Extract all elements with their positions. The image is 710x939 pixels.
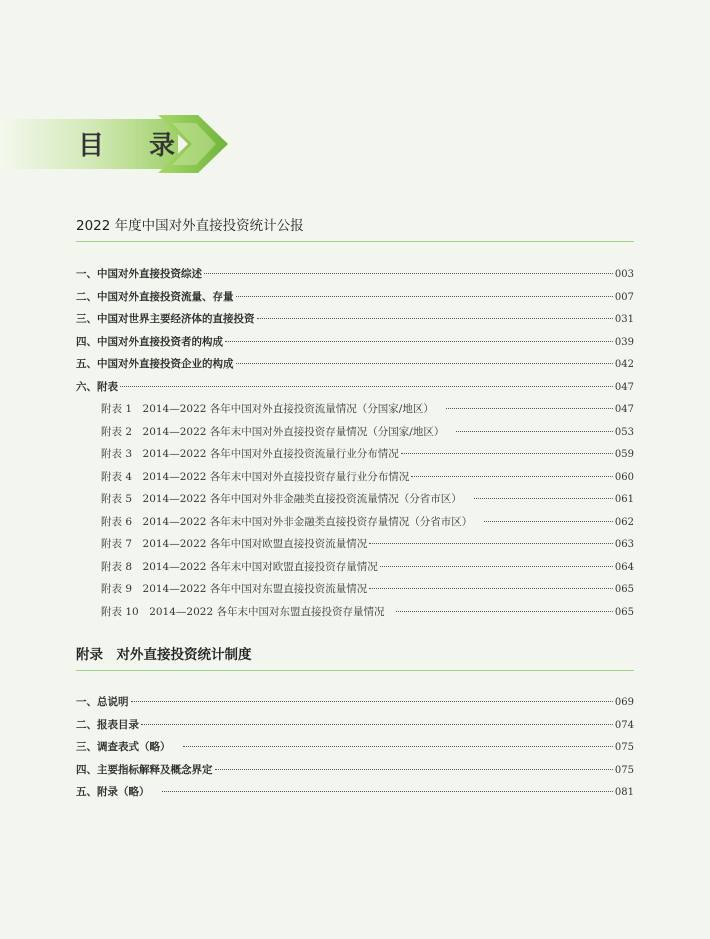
toc-entry[interactable] [76,781,634,804]
toc-entry-page: 039 [614,336,634,348]
toc-subentry-label: 附表 4 2014—2022 各年末中国对外直接投资存量行业分布情况 [101,470,410,483]
toc-subentry-label: 附表 2 2014—2022 各年末中国对外直接投资存量情况（分国家/地区） [101,425,445,438]
toc-entry[interactable] [76,691,634,714]
toc-subentry-label: 附表 1 2014—2022 各年中国对外直接投资流量情况（分国家/地区） [101,403,434,415]
toc-header-banner [0,113,230,175]
toc-subentry[interactable] [76,556,634,579]
toc-entry-label: 五、中国对外直接投资企业的构成 [76,358,234,370]
dot-leader [141,724,613,725]
toc-entry-label: 四、中国对外直接投资者的构成 [76,335,223,348]
toc-subentry-page: 060 [614,471,634,483]
toc-subentry[interactable] [76,466,634,489]
toc-entry-label: 一、总说明 [76,696,129,708]
toc-subentry-page: 053 [614,426,634,438]
dot-leader [236,296,613,297]
dot-leader [183,746,613,747]
toc-subentry[interactable] [76,488,634,511]
toc-entry[interactable] [76,759,634,782]
toc-entry[interactable] [76,308,634,331]
toc-subentry-page: 059 [614,449,634,460]
toc-section-appendix [76,647,634,804]
toc-subentry-page: 064 [614,561,634,573]
toc-entry[interactable] [76,714,634,737]
dot-leader [225,341,613,342]
toc-entry-page: 075 [614,764,634,776]
dot-leader [236,363,613,364]
dot-leader [369,543,613,544]
toc-entry-page: 075 [614,742,634,753]
section-title: 附录 对外直接投资统计制度 [76,647,634,671]
toc-entry-label: 二、报表目录 [76,718,139,731]
toc-entry[interactable] [76,736,634,759]
toc-subentry[interactable] [76,533,634,556]
dot-leader [411,476,613,477]
toc-subentry-label: 附表 7 2014—2022 各年中国对欧盟直接投资流量情况 [101,538,368,550]
toc-entry-label: 四、主要指标解释及概念界定 [76,763,213,776]
toc-entry[interactable] [76,353,634,376]
dot-leader [215,769,613,770]
dot-leader [456,431,613,432]
toc-subentry[interactable] [76,421,634,444]
dot-leader [257,318,613,319]
toc-subentry-page: 063 [614,539,634,550]
dot-leader [380,566,613,567]
toc-subentry-label: 附表 9 2014—2022 各年中国对东盟直接投资流量情况 [101,583,368,595]
toc-entry-label: 一、中国对外直接投资综述 [76,268,202,280]
dot-leader [396,611,612,612]
toc-entry-page: 042 [614,359,634,370]
dot-leader [162,791,613,792]
toc-entry-label: 五、附录（略） [76,786,150,798]
toc-subentry-page: 065 [614,606,634,618]
toc-subentry-page: 065 [614,584,634,595]
toc-list [76,263,634,623]
dot-leader [120,386,613,387]
toc-entry-label: 二、中国对外直接投资流量、存量 [76,290,234,303]
dot-leader [474,498,613,499]
toc-subentry[interactable] [76,511,634,534]
dot-leader [446,408,613,409]
toc-entry-page: 003 [614,269,634,280]
toc-entry[interactable] [76,376,634,399]
toc-list [76,691,634,804]
toc-section-bulletin [76,218,634,623]
toc-subentry[interactable] [76,601,634,624]
toc-subentry-page: 047 [614,404,634,415]
toc-entry-label: 三、调查表式（略） [76,741,171,753]
toc-entry-label: 三、中国对世界主要经济体的直接投资 [76,313,255,325]
toc-subentry-page: 061 [614,494,634,505]
dot-leader [369,588,613,589]
dot-leader [484,521,613,522]
toc-subentry-label: 附表 10 2014—2022 各年末中国对东盟直接投资存量情况 [101,605,385,618]
toc-entry-page: 047 [614,381,634,393]
toc-entry[interactable] [76,331,634,354]
toc-subentry-label: 附表 6 2014—2022 各年末中国对外非金融类直接投资存量情况（分省市区） [101,515,473,528]
toc-subentry-label: 附表 5 2014—2022 各年中国对外非金融类直接投资流量情况（分省市区） [101,493,462,505]
section-title: 2022 年度中国对外直接投资统计公报 [76,218,634,242]
toc-subentry[interactable] [76,578,634,601]
toc-entry-label: 六、附表 [76,380,118,393]
toc-subentry[interactable] [76,443,634,466]
toc-entry-page: 007 [614,291,634,303]
toc-entry[interactable] [76,286,634,309]
dot-leader [401,453,613,454]
toc-entry-page: 031 [614,314,634,325]
toc-subentry-page: 062 [614,516,634,528]
toc-subentry[interactable] [76,398,634,421]
toc-subentry-label: 附表 8 2014—2022 各年末中国对欧盟直接投资存量情况 [101,560,378,573]
toc-entry[interactable] [76,263,634,286]
toc-entry-page: 069 [614,697,634,708]
dot-leader [131,701,613,702]
toc-entry-page: 081 [614,787,634,798]
toc-entry-page: 074 [614,719,634,731]
toc-subentry-label: 附表 3 2014—2022 各年中国对外直接投资流量行业分布情况 [101,448,399,460]
dot-leader [204,273,613,274]
page-title: 目 录 [78,131,194,161]
